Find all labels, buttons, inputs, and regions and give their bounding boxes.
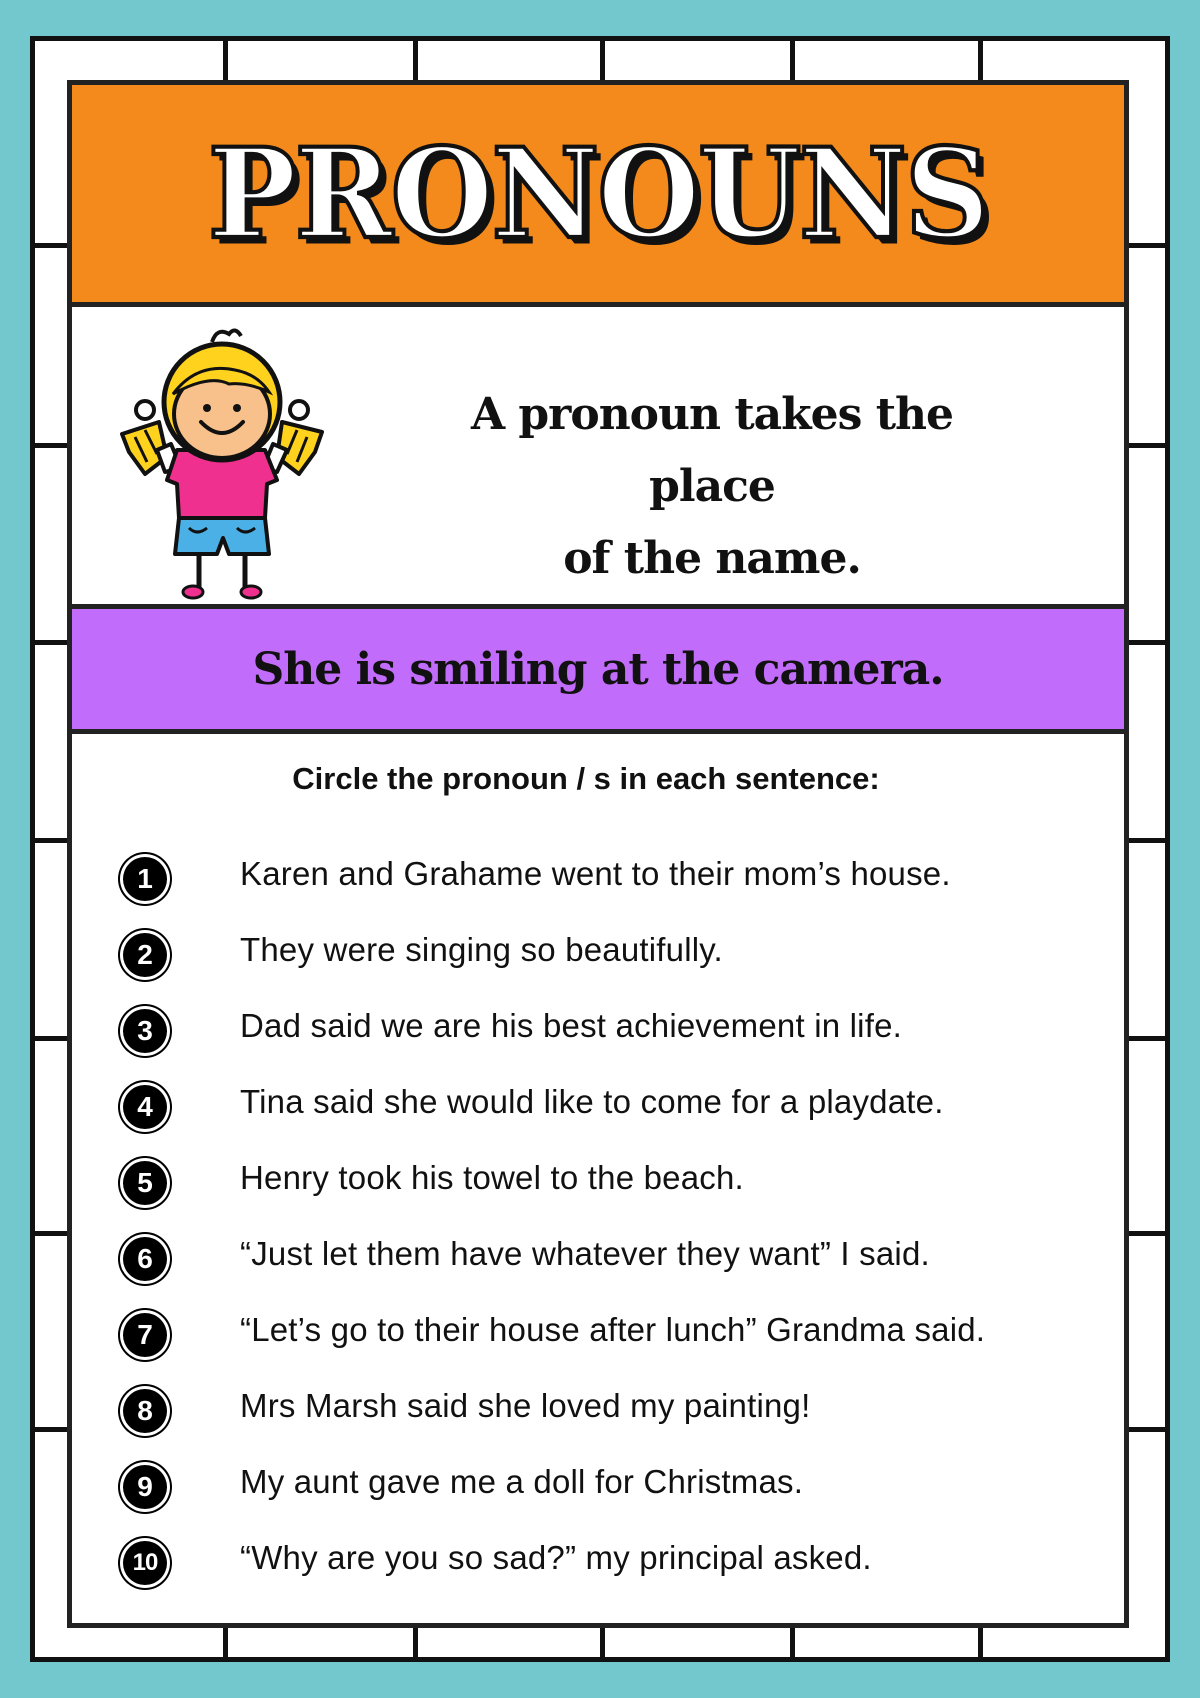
sentence-text: “Let’s go to their house after lunch” Grandma said. — [240, 1311, 986, 1348]
frame-tick — [35, 1231, 71, 1236]
sentence-text: “Why are you so sad?” my principal asked. — [240, 1539, 872, 1576]
number-badge: 1 — [120, 854, 170, 904]
number-badge: 10 — [120, 1538, 170, 1588]
list-item — [72, 1001, 1124, 1061]
number-badge: 5 — [120, 1158, 170, 1208]
frame-tick — [35, 243, 71, 248]
list-item — [72, 1229, 1124, 1289]
list-item — [72, 1305, 1124, 1365]
number-badge: 3 — [120, 1006, 170, 1056]
worksheet — [67, 80, 1129, 1628]
frame-tick — [413, 41, 418, 81]
frame-tick — [600, 41, 605, 81]
number-badge: 7 — [120, 1310, 170, 1360]
sentence-text: My aunt gave me a doll for Christmas. — [240, 1463, 804, 1500]
list-item — [72, 1381, 1124, 1441]
page-title: PRONOUNS — [207, 120, 989, 266]
number-badge: 2 — [120, 930, 170, 980]
right-pigtail — [277, 401, 322, 474]
definition-line-1: A pronoun takes the place — [470, 389, 954, 512]
definition-section — [72, 307, 1124, 609]
definition-text — [412, 379, 1012, 595]
frame-tick — [1129, 1231, 1165, 1236]
frame-tick — [35, 838, 71, 843]
instruction-text: Circle the pronoun / s in each sentence: — [292, 761, 880, 796]
frame-tick — [35, 1036, 71, 1041]
list-item — [72, 1533, 1124, 1593]
frame-tick — [790, 41, 795, 81]
list-item — [72, 1457, 1124, 1517]
frame-tick — [1129, 1427, 1165, 1432]
frame-tick — [223, 41, 228, 81]
number-badge: 4 — [120, 1082, 170, 1132]
list-item — [72, 925, 1124, 985]
number-badge: 6 — [120, 1234, 170, 1284]
sentence-text: Dad said we are his best achievement in life. — [240, 1007, 903, 1044]
list-item — [72, 1077, 1124, 1137]
frame-tick — [35, 443, 71, 448]
frame-tick — [1129, 243, 1165, 248]
sentence-text: Mrs Marsh said she loved my painting! — [240, 1387, 811, 1424]
example-banner — [72, 609, 1124, 734]
header-banner — [72, 85, 1124, 307]
sentence-text: Tina said she would like to come for a playdate. — [240, 1083, 944, 1120]
frame-tick — [1129, 1036, 1165, 1041]
girl-illustration — [117, 322, 337, 602]
sentence-text: “Just let them have whatever they want” I said. — [240, 1235, 930, 1272]
shorts — [175, 518, 269, 554]
list-item — [72, 849, 1124, 909]
sentence-text: Karen and Grahame went to their mom’s house. — [240, 855, 951, 892]
head — [164, 330, 280, 460]
frame-tick — [1129, 838, 1165, 843]
frame-tick — [978, 41, 983, 81]
sentence-text: Henry took his towel to the beach. — [240, 1159, 744, 1196]
number-badge: 9 — [120, 1462, 170, 1512]
number-badge: 8 — [120, 1386, 170, 1436]
list-item — [72, 1153, 1124, 1213]
frame-tick — [35, 640, 71, 645]
frame-tick — [1129, 443, 1165, 448]
example-sentence: She is smiling at the camera. — [252, 643, 944, 695]
frame-tick — [35, 1427, 71, 1432]
definition-line-2: of the name. — [563, 533, 861, 584]
sentence-text: They were singing so beautifully. — [240, 931, 723, 968]
frame-tick — [1129, 640, 1165, 645]
